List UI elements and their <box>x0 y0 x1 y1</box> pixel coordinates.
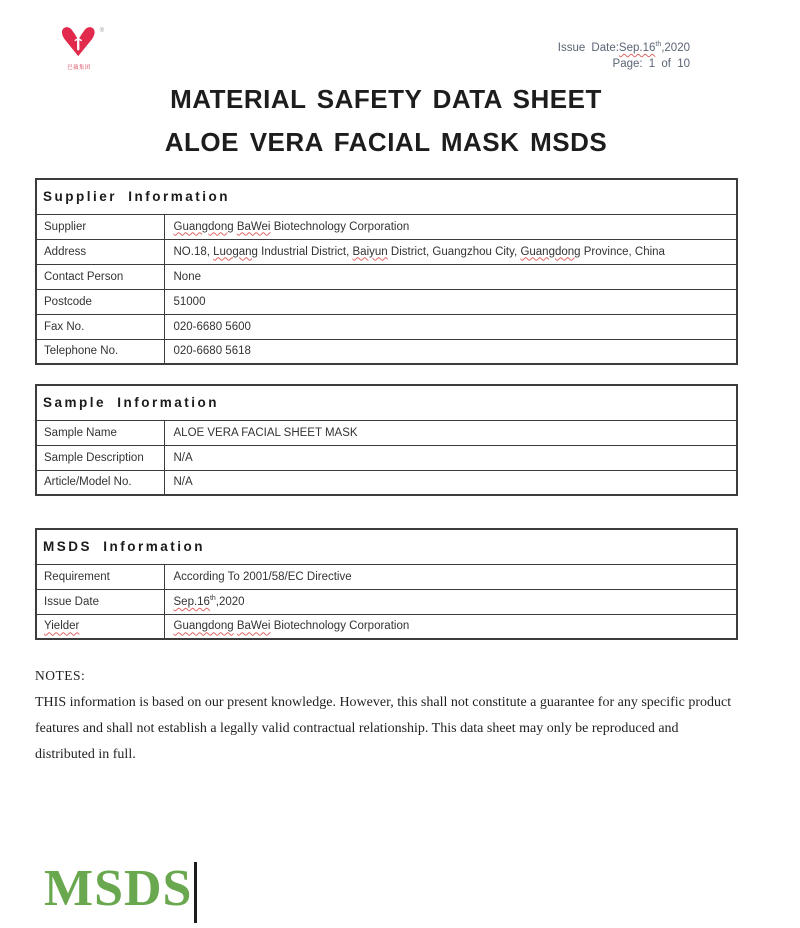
page-current: 1 <box>648 57 656 70</box>
supplier-table-heading: Supplier Information <box>36 179 737 214</box>
row-label: Requirement <box>36 564 164 589</box>
table-row <box>36 214 737 239</box>
row-label: Yielder <box>36 614 164 639</box>
row-value: N/A <box>164 445 737 470</box>
row-value: 020-6680 5600 <box>164 314 737 339</box>
issue-date-label: Issue Date: <box>557 41 619 54</box>
table-heading-row <box>36 385 737 420</box>
document-title-line1: MATERIAL SAFETY DATA SHEET <box>170 84 602 114</box>
table-heading-row <box>36 179 737 214</box>
table-heading-row <box>36 529 737 564</box>
row-label: Sample Name <box>36 420 164 445</box>
company-logo <box>56 26 102 72</box>
notes-body: THIS information is based on our present knowledge. However, this shall not constitute a guarantee for any specific product features and shall not establish a legally valid contractual relationship. This data sheet may only be reproduced and distributed in full. <box>35 695 732 762</box>
page-number-line: Page: 1 of 10 <box>612 57 690 70</box>
page-label: Page: <box>612 57 643 70</box>
page-total: 10 <box>677 57 690 70</box>
row-label: Sample Description <box>36 445 164 470</box>
table-row <box>36 314 737 339</box>
row-value: 51000 <box>164 289 737 314</box>
table-row <box>36 589 737 614</box>
text-cursor <box>194 862 197 923</box>
row-value: Guangdong BaWei Biotechnology Corporation <box>164 614 737 639</box>
row-value: N/A <box>164 470 737 495</box>
table-row <box>36 614 737 639</box>
row-label: Telephone No. <box>36 339 164 364</box>
table-row <box>36 420 737 445</box>
sample-table-heading: Sample Information <box>36 385 737 420</box>
table-row <box>36 470 737 495</box>
logo-caption: 巴薇集团 <box>67 65 91 71</box>
row-label: Article/Model No. <box>36 470 164 495</box>
row-label: Postcode <box>36 289 164 314</box>
header-meta <box>558 37 690 72</box>
table-row <box>36 239 737 264</box>
msds-information-table <box>35 528 738 640</box>
table-row <box>36 264 737 289</box>
row-value: Sep.16th,2020 <box>164 589 737 614</box>
issue-date-year: ,2020 <box>661 41 690 54</box>
issue-date-value: Sep.16 <box>618 41 656 54</box>
notes-heading: NOTES: <box>35 668 86 683</box>
row-value: According To 2001/58/EC Directive <box>164 564 737 589</box>
table-row <box>36 289 737 314</box>
row-label: Fax No. <box>36 314 164 339</box>
row-label: Issue Date <box>36 589 164 614</box>
notes-section <box>35 668 735 768</box>
row-label: Contact Person <box>36 264 164 289</box>
butterfly-figure-logo-icon <box>59 46 99 63</box>
table-row <box>36 445 737 470</box>
issue-date-line <box>558 37 690 56</box>
document-title-line2: ALOE VERA FACIAL MASK MSDS <box>164 127 608 157</box>
row-value: ALOE VERA FACIAL SHEET MASK <box>164 420 737 445</box>
supplier-information-table <box>35 178 738 365</box>
msds-watermark: MSDS <box>44 860 193 917</box>
row-label: Address <box>36 239 164 264</box>
issue-date-ordinal: th <box>655 41 662 48</box>
row-label: Supplier <box>36 214 164 239</box>
row-value: 020-6680 5618 <box>164 339 737 364</box>
row-value: None <box>164 264 737 289</box>
sample-information-table <box>35 384 738 496</box>
msds-table-heading: MSDS Information <box>36 529 737 564</box>
table-row <box>36 339 737 364</box>
row-value: Guangdong BaWei Biotechnology Corporation <box>164 214 737 239</box>
registered-mark: ® <box>99 28 104 34</box>
row-value: NO.18, Luogang Industrial District, Baiyun District, Guangzhou City, Guangdong Province, China <box>164 239 737 264</box>
table-row <box>36 564 737 589</box>
msds-footer-text[interactable] <box>44 858 197 923</box>
